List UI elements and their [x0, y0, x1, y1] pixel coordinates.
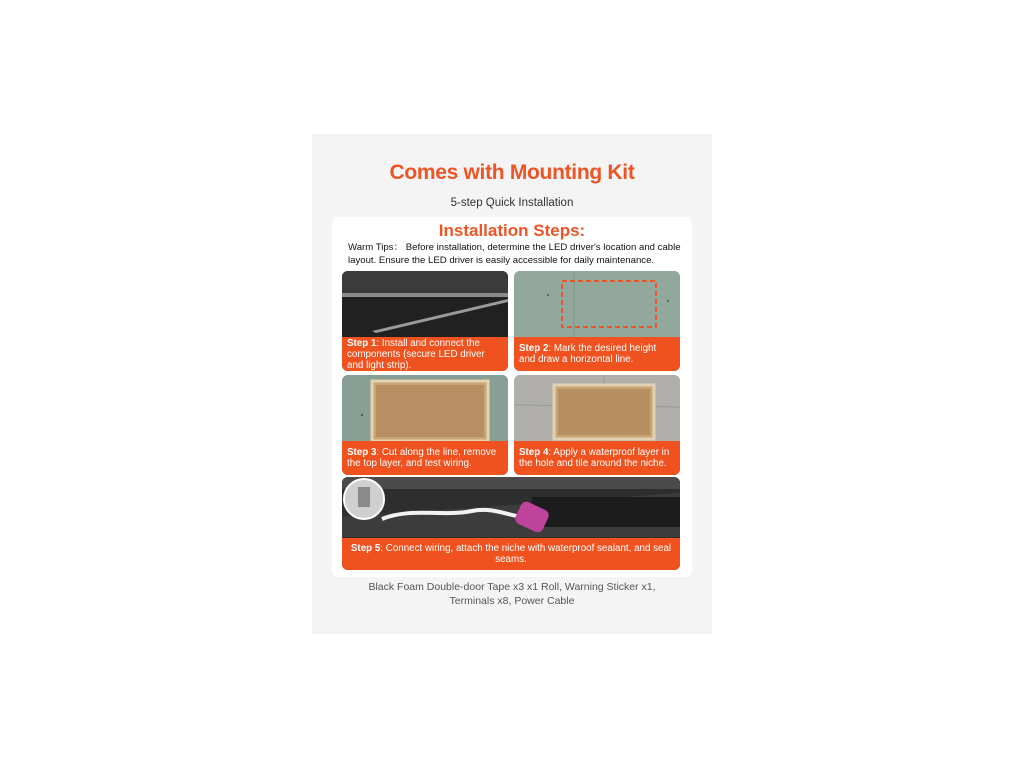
step-4-card — [514, 375, 680, 475]
kit-contents-line-1: Black Foam Double-door Tape x3 x1 Roll, Warning Sticker x1, — [368, 581, 656, 593]
step-5-text: : Connect wiring, attach the niche with waterproof sealant, and seal seams. — [380, 543, 672, 565]
step-3-text: : Cut along the line, remove the top layer, and test wiring. — [347, 447, 497, 469]
kit-contents-text — [312, 580, 712, 608]
step-5-caption — [342, 538, 680, 570]
step-2-caption — [514, 337, 680, 371]
page-subtitle: 5-step Quick Installation — [450, 197, 574, 209]
step-3-label: Step 3 — [347, 447, 377, 458]
step-1-label: Step 1 — [347, 337, 377, 349]
warm-tips-text: Warm Tips： Before installation, determine the LED driver's location and cable layout. Ensure the LED driver is easily accessible for daily maintenance. — [348, 242, 681, 266]
page-title: Comes with Mounting Kit — [389, 161, 635, 184]
step-2-text: : Mark the desired height and draw a horizontal line. — [519, 343, 657, 365]
step-2-card — [514, 271, 680, 371]
step-4-caption — [514, 441, 680, 475]
step-1-caption — [342, 337, 508, 371]
step-3-card — [342, 375, 508, 475]
step-1-text: : Install and connect the components (secure LED driver and light strip). — [347, 337, 485, 371]
step-3-caption — [342, 441, 508, 475]
step-4-label: Step 4 — [519, 447, 549, 458]
step-5-card — [342, 477, 680, 570]
step-1-card — [342, 271, 508, 371]
installation-card — [332, 217, 692, 577]
product-panel — [312, 134, 712, 634]
step-2-label: Step 2 — [519, 343, 549, 354]
kit-contents-line-2: Terminals x8, Power Cable — [449, 595, 575, 607]
installation-title: Installation Steps: — [438, 221, 586, 240]
step-4-text: : Apply a waterproof layer in the hole and tile around the niche. — [519, 447, 670, 469]
step-5-label: Step 5 — [350, 543, 381, 554]
